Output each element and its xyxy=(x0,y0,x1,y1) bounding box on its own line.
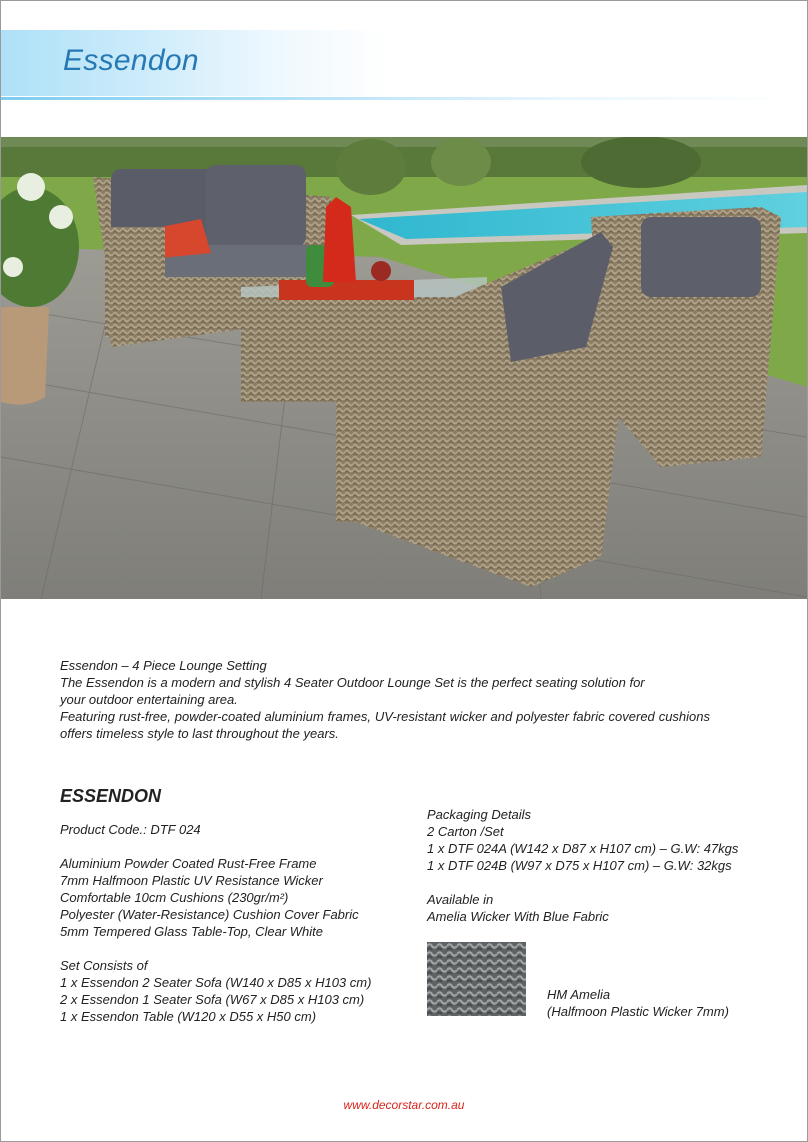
swatch-caption xyxy=(547,986,729,1020)
product-description xyxy=(60,657,710,742)
set-heading: Set Consists of xyxy=(60,958,148,973)
set-item: 1 x Essendon Table (W120 x D55 x H50 cm) xyxy=(60,1009,317,1024)
packaging-item: 1 x DTF 024B (W97 x D75 x H107 cm) – G.W: 32kgs xyxy=(427,858,732,873)
description-line-1: The Essendon is a modern and stylish 4 Seater Outdoor Lounge Set is the perfect seating solution for xyxy=(60,675,645,690)
availability-option: Amelia Wicker With Blue Fabric xyxy=(427,909,609,924)
hero-photo xyxy=(1,137,807,599)
set-item: 2 x Essendon 1 Seater Sofa (W67 x D85 x H103 cm) xyxy=(60,992,365,1007)
footer-url[interactable]: www.decorstar.com.au xyxy=(343,1098,465,1112)
description-paragraph-2: Featuring rust-free, powder-coated aluminium frames, UV-resistant wicker and polyester fabric covered cushions offers timeless style to last throughout the years. xyxy=(60,709,710,741)
set-item: 1 x Essendon 2 Seater Sofa (W140 x D85 x H103 cm) xyxy=(60,975,372,990)
product-name: ESSENDON xyxy=(60,786,162,806)
specs-column xyxy=(60,821,420,1025)
feature-item: 5mm Tempered Glass Table-Top, Clear White xyxy=(60,924,324,939)
swatch-name: HM Amelia xyxy=(547,987,611,1002)
feature-item: Aluminium Powder Coated Rust-Free Frame xyxy=(60,856,317,871)
wicker-swatch xyxy=(427,942,526,1016)
header-rule xyxy=(1,97,807,100)
feature-item: Comfortable 10cm Cushions (230gr/m²) xyxy=(60,890,289,905)
packaging-column xyxy=(427,806,787,925)
packaging-cartons: 2 Carton /Set xyxy=(427,824,504,839)
description-line-2: your outdoor entertaining area. xyxy=(60,692,238,707)
product-code: Product Code.: DTF 024 xyxy=(60,822,201,837)
feature-item: 7mm Halfmoon Plastic UV Resistance Wicker xyxy=(60,873,323,888)
feature-item: Polyester (Water-Resistance) Cushion Cover Fabric xyxy=(60,907,359,922)
hero-illustration xyxy=(1,137,807,599)
packaging-heading: Packaging Details xyxy=(427,807,532,822)
description-heading: Essendon – 4 Piece Lounge Setting xyxy=(60,658,267,673)
availability-heading: Available in xyxy=(427,892,494,907)
swatch-description: (Halfmoon Plastic Wicker 7mm) xyxy=(547,1004,729,1019)
packaging-item: 1 x DTF 024A (W142 x D87 x H107 cm) – G.W: 47kgs xyxy=(427,841,739,856)
wicker-swatch-texture xyxy=(427,942,526,1016)
page-title: Essendon xyxy=(63,44,199,77)
